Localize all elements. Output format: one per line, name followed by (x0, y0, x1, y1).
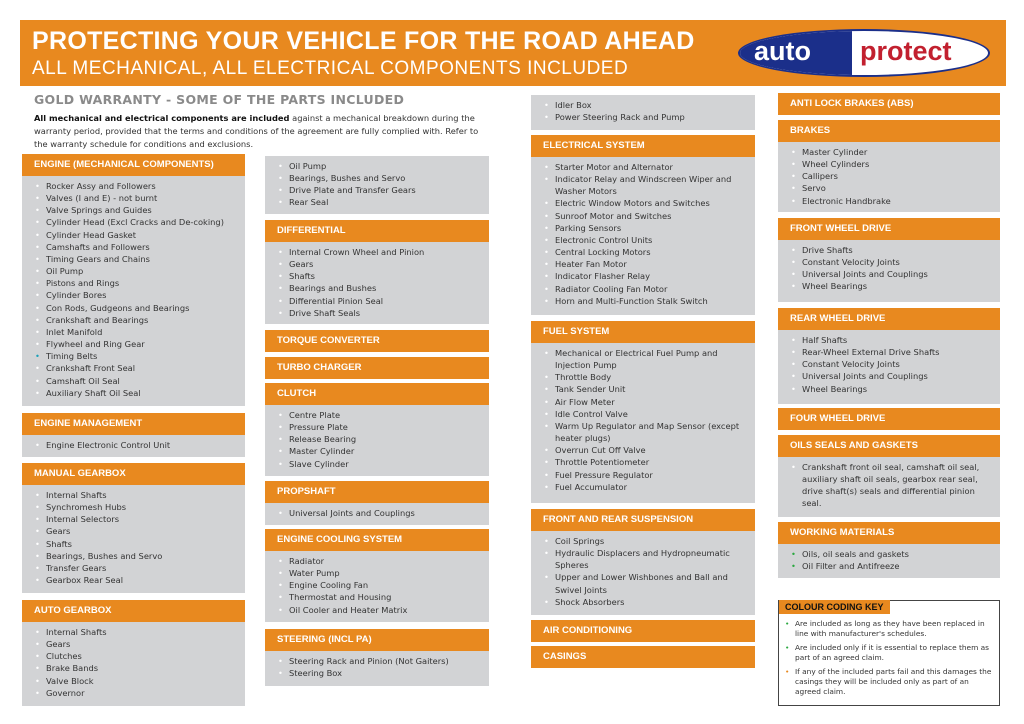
list-item: • Indicator Relay and Windscreen Wiper and Washer Motors (531, 173, 755, 197)
section-item-list (265, 503, 489, 523)
list-item: • Release Bearing (265, 433, 489, 445)
section-item-list (265, 156, 489, 213)
list-item: • Pistons and Rings (22, 277, 245, 289)
section-turbo-charger (265, 357, 489, 379)
list-item: • Electronic Control Units (531, 234, 755, 246)
list-item: • Radiator (265, 555, 489, 567)
list-item: • Centre Plate (265, 409, 489, 421)
section-oil-seals (778, 435, 1000, 517)
section-header: FOUR WHEEL DRIVE (778, 408, 1000, 430)
list-item: • Crankshaft front oil seal, camshaft oil seal, auxiliary shaft oil seals, gearbox rear seal, drive shaft(s) seals and differential pinion seal. (778, 461, 1000, 510)
section-torque-converter (265, 330, 489, 352)
section-header: AIR CONDITIONING (531, 620, 755, 642)
list-item: • Pressure Plate (265, 421, 489, 433)
section-header: TORQUE CONVERTER (265, 330, 489, 352)
list-item: • Clutches (22, 650, 245, 662)
section-header: ENGINE COOLING SYSTEM (265, 529, 489, 551)
list-item: • Internal Shafts (22, 626, 245, 638)
colour-coding-key (778, 600, 1000, 706)
section-header: ELECTRICAL SYSTEM (531, 135, 755, 157)
logo-auto-text: auto (754, 36, 811, 66)
section-item-list (265, 242, 489, 323)
page-title: PROTECTING YOUR VEHICLE FOR THE ROAD AHEAD (32, 27, 695, 55)
section-air-conditioning (531, 620, 755, 642)
section-auto-gearbox-cont (265, 156, 489, 214)
section-item-list (22, 485, 245, 590)
section-working-materials (778, 522, 1000, 578)
list-item: • Bearings, Bushes and Servo (265, 172, 489, 184)
section-item-list (265, 405, 489, 474)
list-item: • Electric Window Motors and Switches (531, 197, 755, 209)
list-item: • Engine Electronic Control Unit (22, 439, 245, 451)
section-header: ENGINE MANAGEMENT (22, 413, 245, 435)
list-item: • Wheel Cylinders (778, 158, 1000, 170)
list-item: • Slave Cylinder (265, 458, 489, 470)
section-clutch (265, 383, 489, 476)
section-casings (531, 646, 755, 668)
section-abs (778, 93, 1000, 115)
section-manual-gearbox (22, 463, 245, 593)
section-item-list (265, 551, 489, 620)
list-item: • Shock Absorbers (531, 596, 755, 608)
list-item: • Universal Joints and Couplings (778, 268, 1000, 280)
colour-key-title: COLOUR CODING KEY (779, 600, 890, 614)
list-item: • Cylinder Bores (22, 289, 245, 301)
section-steering (265, 629, 489, 686)
intro-paragraph (34, 112, 494, 151)
list-item: • Heater Fan Motor (531, 258, 755, 270)
list-item: • Rear-Wheel External Drive Shafts (778, 346, 1000, 358)
section-auto-gearbox (22, 600, 245, 706)
section-header: STEERING (INCL PA) (265, 629, 489, 651)
section-header: PROPSHAFT (265, 481, 489, 503)
section-item-list (778, 544, 1000, 576)
logo-protect-text: protect (860, 36, 952, 66)
list-item: • Transfer Gears (22, 562, 245, 574)
list-item: • Drive Shaft Seals (265, 307, 489, 319)
section-header: DIFFERENTIAL (265, 220, 489, 242)
section-brakes (778, 120, 1000, 212)
list-item: • Hydraulic Displacers and Hydropneumatic Spheres (531, 547, 755, 571)
list-item: • Throttle Potentiometer (531, 456, 755, 468)
list-item: • Water Pump (265, 567, 489, 579)
list-item: • Internal Selectors (22, 513, 245, 525)
section-engine-mechanical (22, 154, 245, 406)
list-item: • Thermostat and Housing (265, 591, 489, 603)
section-header: REAR WHEEL DRIVE (778, 308, 1000, 330)
section-engine-cooling (265, 529, 489, 622)
intro-rest: against a mechanical breakdown during the warranty period, provided that the terms and conditions of the agreement are fully complied with. Refer to the warranty schedule for conditions and exclusions. (34, 113, 479, 149)
section-item-list (778, 457, 1000, 514)
section-header: TURBO CHARGER (265, 357, 489, 379)
section-item-list (778, 330, 1000, 399)
section-engine-management (22, 413, 245, 457)
section-front-wheel-drive (778, 218, 1000, 302)
section-header: OILS SEALS AND GASKETS (778, 435, 1000, 457)
list-item: • Valves (I and E) - not burnt (22, 192, 245, 204)
list-item: • Valve Block (22, 675, 245, 687)
colour-key-list (779, 601, 999, 697)
list-item: • Idle Control Valve (531, 408, 755, 420)
colour-key-item: • Are included only if it is essential to replace them as part of an agreed claim. (783, 643, 995, 663)
list-item: • Engine Cooling Fan (265, 579, 489, 591)
section-header: ANTI LOCK BRAKES (ABS) (778, 93, 1000, 115)
list-item: • Gears (22, 525, 245, 537)
section-item-list (22, 435, 245, 455)
list-item: • Drive Shafts (778, 244, 1000, 256)
list-item: • Shafts (265, 270, 489, 282)
section-header: ENGINE (MECHANICAL COMPONENTS) (22, 154, 245, 176)
list-item: • Synchromesh Hubs (22, 501, 245, 513)
section-four-wheel-drive (778, 408, 1000, 430)
section-rear-wheel-drive (778, 308, 1000, 404)
list-item: • Rear Seal (265, 196, 489, 208)
section-item-list (265, 651, 489, 683)
list-item: • Differential Pinion Seal (265, 295, 489, 307)
list-item: • Starter Motor and Alternator (531, 161, 755, 173)
list-item: • Gears (265, 258, 489, 270)
list-item: • Wheel Bearings (778, 280, 1000, 292)
list-item: • Upper and Lower Wishbones and Ball and Swivel Joints (531, 571, 755, 595)
list-item: • Parking Sensors (531, 222, 755, 234)
list-item: • Idler Box (531, 99, 755, 111)
list-item: • Valve Springs and Guides (22, 204, 245, 216)
section-header: FRONT AND REAR SUSPENSION (531, 509, 755, 531)
list-item: • Camshafts and Followers (22, 241, 245, 253)
section-item-list (778, 240, 1000, 297)
list-item: • Inlet Manifold (22, 326, 245, 338)
section-item-list (22, 622, 245, 703)
gold-warranty-title: GOLD WARRANTY - SOME OF THE PARTS INCLUDED (34, 92, 405, 107)
list-item: • Gearbox Rear Seal (22, 574, 245, 586)
section-item-list (22, 176, 245, 403)
list-item: • Oils, oil seals and gaskets (778, 548, 1000, 560)
list-item: • Servo (778, 182, 1000, 194)
section-header: CASINGS (531, 646, 755, 668)
list-item: • Horn and Multi-Function Stalk Switch (531, 295, 755, 307)
section-header: AUTO GEARBOX (22, 600, 245, 622)
list-item: • Flywheel and Ring Gear (22, 338, 245, 350)
list-item: • Throttle Body (531, 371, 755, 383)
list-item: • Central Locking Motors (531, 246, 755, 258)
list-item: • Con Rods, Gudgeons and Bearings (22, 302, 245, 314)
section-item-list (531, 531, 755, 612)
list-item: • Crankshaft Front Seal (22, 362, 245, 374)
section-header: BRAKES (778, 120, 1000, 142)
section-steering-cont (531, 95, 755, 130)
list-item: • Master Cylinder (778, 146, 1000, 158)
section-item-list (531, 157, 755, 311)
list-item: • Universal Joints and Couplings (265, 507, 489, 519)
list-item: • Fuel Accumulator (531, 481, 755, 493)
list-item: • Cylinder Head Gasket (22, 229, 245, 241)
list-item: • Power Steering Rack and Pump (531, 111, 755, 123)
list-item: • Half Shafts (778, 334, 1000, 346)
section-fuel (531, 321, 755, 503)
list-item: • Rocker Assy and Followers (22, 180, 245, 192)
list-item: • Cylinder Head (Excl Cracks and De-coking) (22, 216, 245, 228)
list-item: • Brake Bands (22, 662, 245, 674)
page-subtitle: ALL MECHANICAL, ALL ELECTRICAL COMPONENTS INCLUDED (32, 58, 629, 79)
list-item: • Gears (22, 638, 245, 650)
section-item-list (778, 142, 1000, 211)
list-item: • Universal Joints and Couplings (778, 370, 1000, 382)
list-item: • Auxiliary Shaft Oil Seal (22, 387, 245, 399)
intro-bold: All mechanical and electrical components are included (34, 113, 290, 123)
list-item: • Master Cylinder (265, 445, 489, 457)
list-item: • Oil Cooler and Heater Matrix (265, 604, 489, 616)
section-header: WORKING MATERIALS (778, 522, 1000, 544)
list-item: • Crankshaft and Bearings (22, 314, 245, 326)
list-item: • Mechanical or Electrical Fuel Pump and Injection Pump (531, 347, 755, 371)
list-item: • Constant Velocity Joints (778, 358, 1000, 370)
list-item: • Steering Box (265, 667, 489, 679)
section-differential (265, 220, 489, 324)
list-item: • Electronic Handbrake (778, 195, 1000, 207)
list-item: • Internal Crown Wheel and Pinion (265, 246, 489, 258)
section-item-list (531, 343, 755, 497)
list-item: • Coil Springs (531, 535, 755, 547)
list-item: • Sunroof Motor and Switches (531, 210, 755, 222)
list-item: • Oil Pump (22, 265, 245, 277)
autoprotect-logo (738, 29, 990, 77)
list-item: • Steering Rack and Pinion (Not Gaiters) (265, 655, 489, 667)
colour-key-item: • Are included as long as they have been replaced in line with manufacturer's schedules. (783, 619, 995, 639)
section-suspension (531, 509, 755, 615)
section-header: CLUTCH (265, 383, 489, 405)
list-item: • Warm Up Regulator and Map Sensor (except heater plugs) (531, 420, 755, 444)
list-item: • Timing Belts (22, 350, 245, 362)
list-item: • Drive Plate and Transfer Gears (265, 184, 489, 196)
section-item-list (531, 95, 755, 127)
colour-key-item: • If any of the included parts fail and this damages the casings they will be included only as part of an agreed claim. (783, 667, 995, 697)
list-item: • Oil Filter and Antifreeze (778, 560, 1000, 572)
list-item: • Timing Gears and Chains (22, 253, 245, 265)
section-header: FUEL SYSTEM (531, 321, 755, 343)
list-item: • Callipers (778, 170, 1000, 182)
header-banner (20, 20, 1006, 86)
section-electrical (531, 135, 755, 315)
list-item: • Bearings, Bushes and Servo (22, 550, 245, 562)
list-item: • Tank Sender Unit (531, 383, 755, 395)
list-item: • Radiator Cooling Fan Motor (531, 283, 755, 295)
list-item: • Governor (22, 687, 245, 699)
section-header: MANUAL GEARBOX (22, 463, 245, 485)
list-item: • Bearings and Bushes (265, 282, 489, 294)
list-item: • Fuel Pressure Regulator (531, 469, 755, 481)
list-item: • Shafts (22, 538, 245, 550)
list-item: • Internal Shafts (22, 489, 245, 501)
section-header: FRONT WHEEL DRIVE (778, 218, 1000, 240)
list-item: • Camshaft Oil Seal (22, 375, 245, 387)
list-item: • Air Flow Meter (531, 396, 755, 408)
list-item: • Indicator Flasher Relay (531, 270, 755, 282)
list-item: • Constant Velocity Joints (778, 256, 1000, 268)
list-item: • Wheel Bearings (778, 383, 1000, 395)
section-propshaft (265, 481, 489, 525)
list-item: • Oil Pump (265, 160, 489, 172)
list-item: • Overrun Cut Off Valve (531, 444, 755, 456)
